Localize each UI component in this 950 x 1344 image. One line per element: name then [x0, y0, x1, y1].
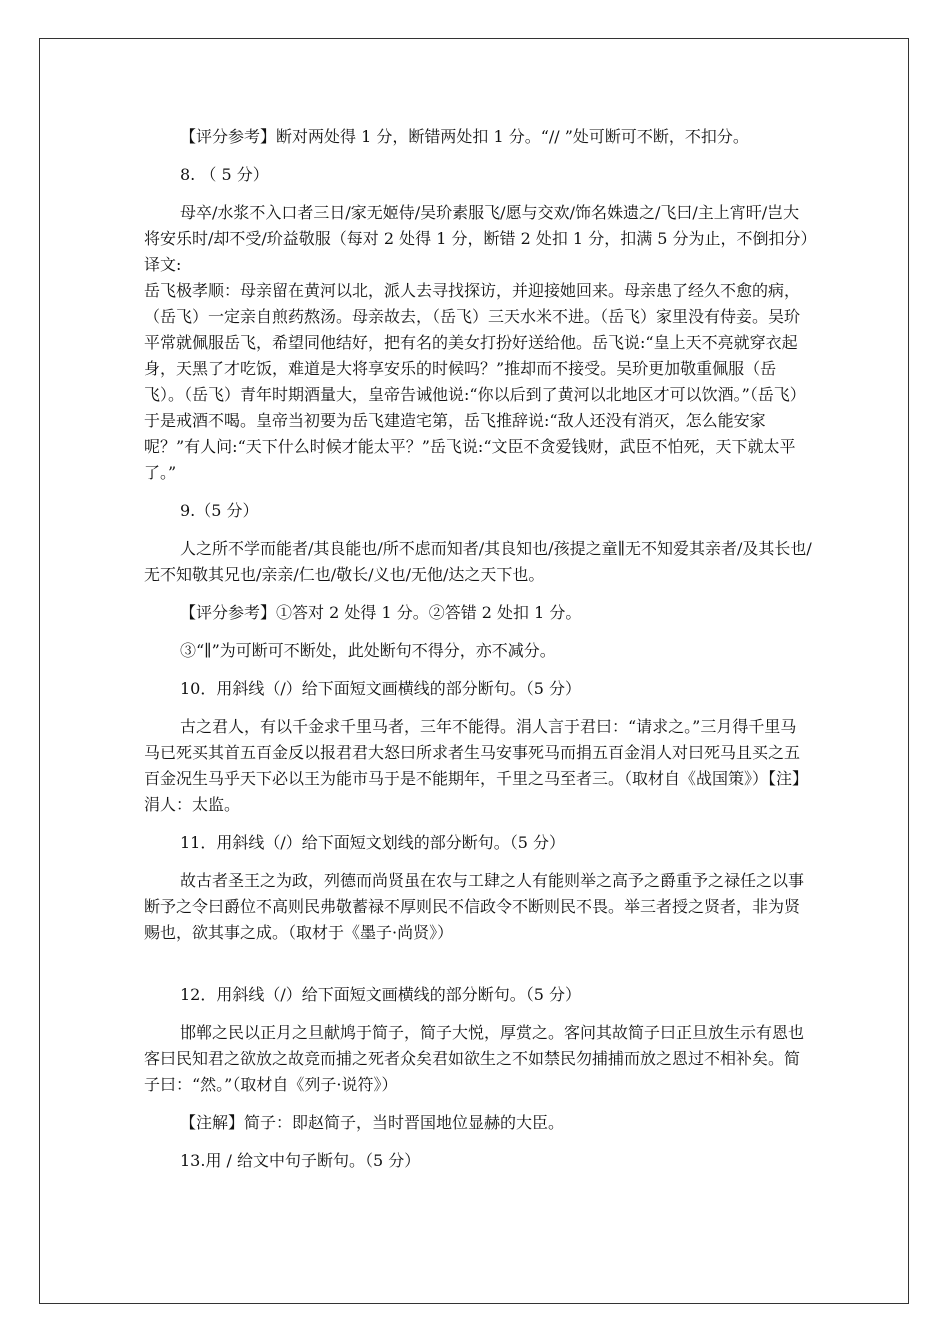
question-11-text: 故古者圣王之为政，列德而尚贤虽在农与工肆之人有能则举之高予之爵重予之禄任之以事断予之令曰爵位不高则民弗敬蓄禄不厚则民不信政令不断则民不畏。举三者授之贤者，非为贤赐也，欲其事之成。（取材于《墨子·尚贤》） [144, 871, 805, 942]
question-8-heading: 8. （ 5 分） [180, 165, 269, 184]
question-9-heading: 9.（5 分） [180, 501, 259, 520]
question-13-heading: 13.用 / 给文中句子断句。（5 分） [180, 1151, 421, 1170]
answer-8: 母卒/水浆不入口者三日/家无姬侍/吴玠素服飞/愿与交欢/饰名姝遗之/飞曰/主上宵旰/岂大将安乐时/却不受/玠益敬服（每对 2 处得 1 分，断错 2 处扣 1 分，扣满 5 分为止，不倒扣分） [144, 203, 817, 248]
scoring-note-9b: ③“∥”为可断可不断处，此处断句不得分，亦不减分。 [180, 641, 556, 660]
translation-label: 译文: [144, 255, 182, 274]
question-12-text: 邯郸之民以正月之旦献鸠于简子，简子大悦，厚赏之。客问其故简子曰正旦放生示有恩也客曰民知君之欲放之故竞而捕之死者众矣君如欲生之不如禁民勿捕捕而放之恩过不相补矣。简子曰：“然。”（取材自《列子·说符》） [144, 1023, 805, 1094]
question-10-heading: 10．用斜线（/）给下面短文画横线的部分断句。（5 分） [180, 679, 582, 698]
question-10-text: 古之君人，有以千金求千里马者，三年不能得。涓人言于君曰：“请求之。”三月得千里马马已死买其首五百金反以报君君大怒曰所求者生马安事死马而捐五百金涓人对曰死马且买之五百金况生马乎天下必以王为能市马于是不能期年，千里之马至者三。（取材自《战国策》）【注】涓人：太监。 [144, 717, 809, 814]
scoring-note-7: 【评分参考】断对两处得 1 分，断错两处扣 1 分。“// ”处可断可不断，不扣分。 [180, 127, 749, 146]
question-12-heading: 12．用斜线（/）给下面短文画横线的部分断句。（5 分） [180, 985, 582, 1004]
scoring-note-9a: 【评分参考】①答对 2 处得 1 分。②答错 2 处扣 1 分。 [180, 603, 582, 622]
translation-text: 岳飞极孝顺：母亲留在黄河以北，派人去寻找探访，并迎接她回来。母亲患了经久不愈的病，（岳飞）一定亲自煎药熬汤。母亲故去，（岳飞）三天水米不进。（岳飞）家里没有侍妾。吴玠平常就佩服岳飞，希望同他结好，把有名的美女打扮好送给他。岳飞说:“皇上天不亮就穿衣起身，天黑了才吃饭，难道是大将享安乐的时候吗？”推却而不接受。吴玠更加敬重佩服（岳飞）。（岳飞）青年时期酒量大，皇帝告诫他说:“你以后到了黄河以北地区才可以饮酒。”（岳飞）于是戒酒不喝。皇帝当初要为岳飞建造宅第，岳飞推辞说:“敌人还没有消灭，怎么能安家呢？”有人问:“天下什么时候才能太平？”岳飞说:“文臣不贪爱钱财，武臣不怕死，天下就太平了。” [144, 281, 806, 482]
question-11-heading: 11．用斜线（/）给下面短文划线的部分断句。（5 分） [180, 833, 566, 852]
question-12-note: 【注解】简子：即赵简子，当时晋国地位显赫的大臣。 [180, 1113, 565, 1132]
document-body [144, 124, 817, 1174]
answer-9: 人之所不学而能者/其良能也/所不虑而知者/其良知也/孩提之童∥无不知爱其亲者/及其长也/无不知敬其兄也/亲亲/仁也/敬长/义也/无他/达之天下也。 [144, 539, 812, 584]
